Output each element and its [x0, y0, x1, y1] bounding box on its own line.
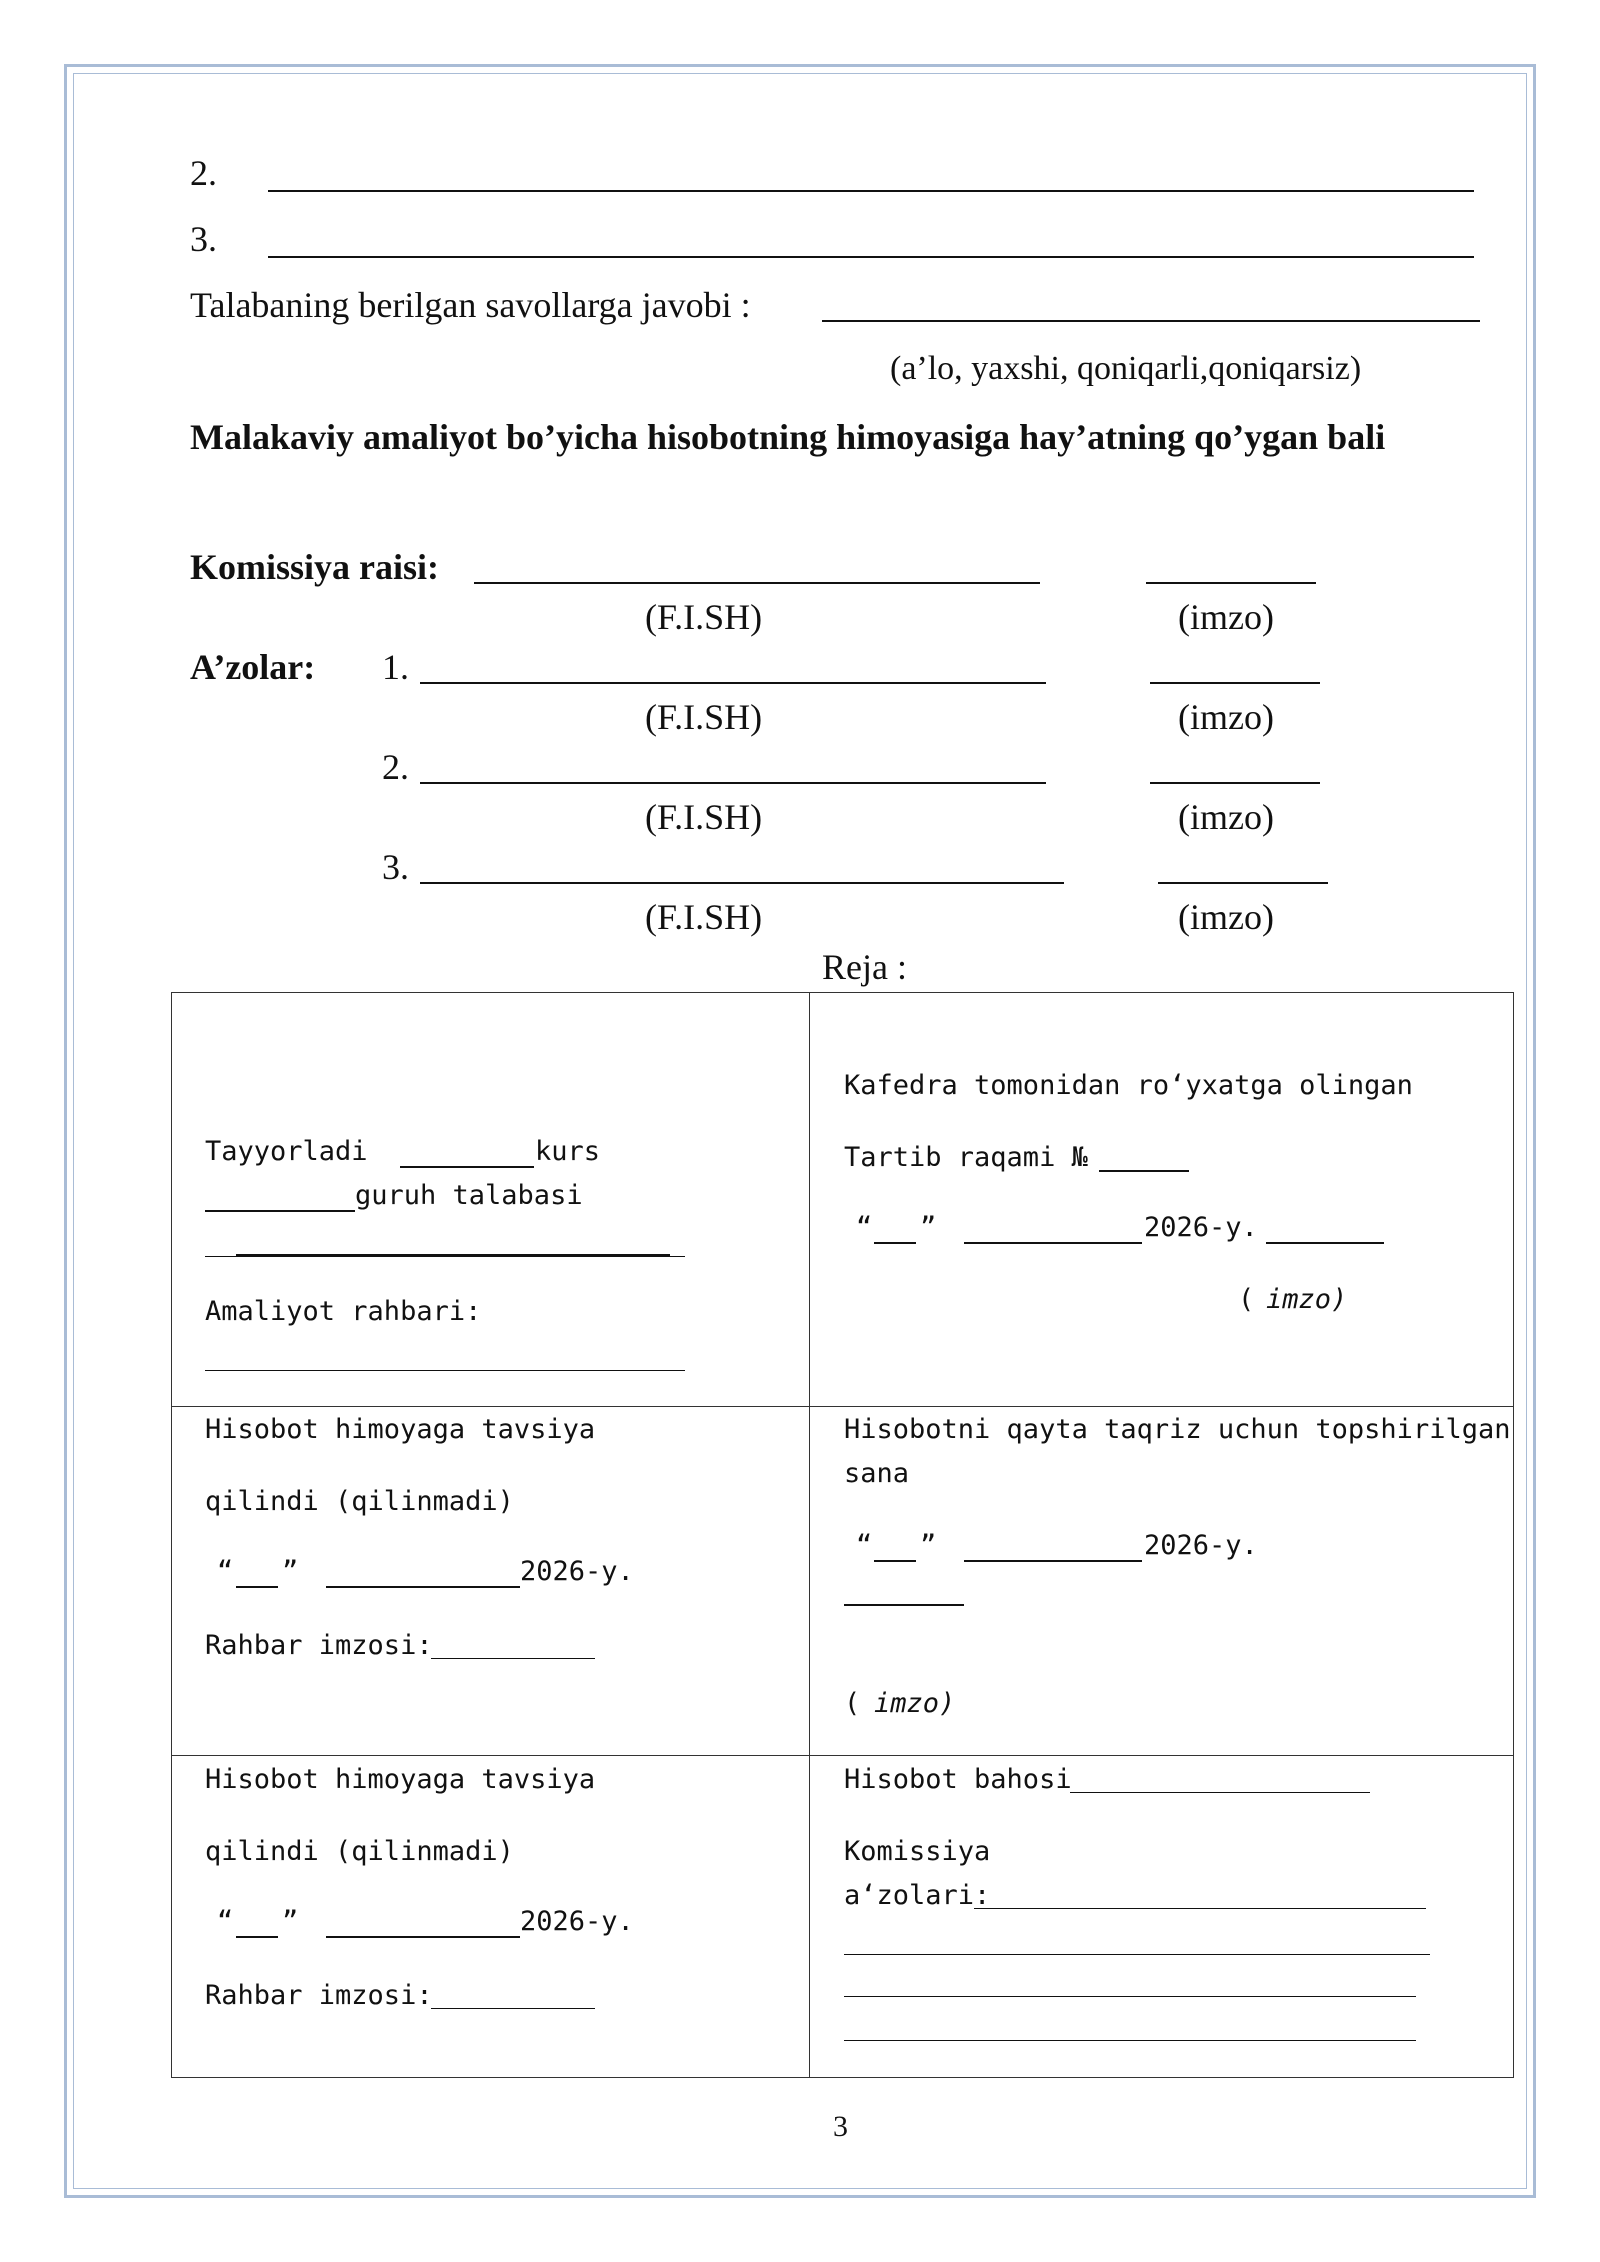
student-name-line[interactable]	[205, 1256, 685, 1257]
order-number-label: Tartib raqami №	[844, 1142, 1088, 1173]
chair-signature-line[interactable]	[1146, 582, 1316, 584]
r2-recommend-line1: Hisobot himoyaga tavsiya	[205, 1414, 596, 1445]
commission-label: Komissiya	[844, 1836, 991, 1867]
r2-day-line[interactable]	[236, 1586, 278, 1588]
members-label: A’zolar:	[190, 647, 316, 687]
member-3-fish-caption: (F.I.SH)	[645, 897, 763, 937]
r2-recommend-line2: qilindi (qilinmadi)	[205, 1486, 514, 1517]
r2c2-signature-line[interactable]	[844, 1604, 964, 1606]
member-1-fish-caption: (F.I.SH)	[645, 697, 763, 737]
member-1-name-line[interactable]	[420, 682, 1046, 684]
answer-options: (a’lo, yaxshi, qoniqarli,qoniqarsiz)	[890, 350, 1362, 387]
chair-label: Komissiya raisi:	[190, 547, 439, 587]
member-2-name-line[interactable]	[420, 782, 1046, 784]
course-line[interactable]	[400, 1166, 534, 1168]
answer-line[interactable]	[822, 320, 1480, 322]
course-label: kurs	[535, 1136, 601, 1167]
registered-label: Kafedra tomonidan ro‘yxatga olingan	[844, 1070, 1413, 1101]
prepared-label: Tayyorladi	[205, 1136, 368, 1167]
r2c2-day-line[interactable]	[874, 1560, 916, 1562]
table-row-divider-2	[171, 1755, 1514, 1756]
member-1-number: 1.	[382, 647, 409, 687]
commission-members-label: a‘zolari:	[844, 1880, 991, 1911]
r3-sign-label: Rahbar imzosi:	[205, 1980, 433, 2011]
r3-day-line[interactable]	[236, 1936, 278, 1938]
r2c2-line1: Hisobotni qayta taqriz uchun topshirilgan	[844, 1414, 1511, 1445]
question-number-3: 3.	[190, 219, 217, 259]
r2-year: 2026-y.	[520, 1556, 634, 1587]
r3-recommend-line2: qilindi (qilinmadi)	[205, 1836, 514, 1867]
r2c2-imzo-open: (	[844, 1688, 861, 1719]
answer-label: Talabaning berilgan savollarga javobi :	[190, 285, 751, 325]
member-2-number: 2.	[382, 747, 409, 787]
reg-imzo-open: (	[1238, 1284, 1255, 1315]
reg-day-line[interactable]	[874, 1242, 916, 1244]
question-number-2: 2.	[190, 153, 217, 193]
student-name-line-bold	[236, 1254, 670, 1256]
member-3-name-line[interactable]	[420, 882, 1064, 884]
grade-heading: Malakaviy amaliyot bo’yicha hisobotning himoyasiga hay’atning qo’ygan bali	[190, 417, 1386, 457]
r2-month-line[interactable]	[326, 1586, 520, 1588]
chair-fish-caption: (F.I.SH)	[645, 597, 763, 637]
member-2-signature-line[interactable]	[1150, 782, 1320, 784]
supervisor-label: Amaliyot rahbari:	[205, 1296, 482, 1327]
reg-month-line[interactable]	[964, 1242, 1142, 1244]
r2c2-line2: sana	[844, 1458, 910, 1489]
commission-member-line-1[interactable]	[974, 1908, 1426, 1909]
r3-recommend-line1: Hisobot himoyaga tavsiya	[205, 1764, 596, 1795]
group-line[interactable]	[205, 1210, 355, 1212]
plan-title: Reja :	[822, 947, 907, 987]
group-label: guruh talabasi	[355, 1180, 583, 1211]
r3-month-line[interactable]	[326, 1936, 520, 1938]
chair-name-line[interactable]	[474, 582, 1040, 584]
r2-sign-label: Rahbar imzosi:	[205, 1630, 433, 1661]
member-1-signature-line[interactable]	[1150, 682, 1320, 684]
r3-quote-open: “	[217, 1906, 234, 1937]
reg-imzo: imzo)	[1266, 1284, 1348, 1315]
r2c2-quote-close: ”	[920, 1530, 937, 1561]
reg-signature-line[interactable]	[1266, 1242, 1384, 1244]
r2-sign-line[interactable]	[431, 1658, 595, 1659]
r2c2-month-line[interactable]	[964, 1560, 1142, 1562]
r3-sign-line[interactable]	[431, 2008, 595, 2009]
member-3-imzo-caption: (imzo)	[1178, 897, 1274, 937]
reg-quote-close: ”	[920, 1212, 937, 1243]
r2c2-year: 2026-y.	[1144, 1530, 1258, 1561]
r2c2-imzo: imzo)	[874, 1688, 956, 1719]
plan-table	[171, 992, 1514, 2078]
member-1-imzo-caption: (imzo)	[1178, 697, 1274, 737]
grade-label: Hisobot bahosi	[844, 1764, 1072, 1795]
order-number-line[interactable]	[1099, 1170, 1189, 1172]
member-3-signature-line[interactable]	[1158, 882, 1328, 884]
member-2-fish-caption: (F.I.SH)	[645, 797, 763, 837]
reg-year: 2026-y.	[1144, 1212, 1258, 1243]
r3-quote-close: ”	[282, 1906, 299, 1937]
table-row-divider-1	[171, 1406, 1514, 1407]
r3-year: 2026-y.	[520, 1906, 634, 1937]
page-number: 3	[833, 2110, 848, 2143]
table-column-divider	[809, 992, 810, 2078]
grade-line[interactable]	[1070, 1792, 1370, 1793]
member-2-imzo-caption: (imzo)	[1178, 797, 1274, 837]
r2c2-quote-open: “	[856, 1530, 873, 1561]
commission-member-line-2[interactable]	[844, 1954, 1430, 1955]
r2-quote-open: “	[217, 1556, 234, 1587]
commission-member-line-3[interactable]	[844, 1996, 1416, 1997]
question-answer-line-3[interactable]	[268, 256, 1474, 258]
r2-quote-close: ”	[282, 1556, 299, 1587]
chair-imzo-caption: (imzo)	[1178, 597, 1274, 637]
supervisor-line[interactable]	[205, 1370, 685, 1371]
commission-member-line-4[interactable]	[844, 2040, 1416, 2041]
member-3-number: 3.	[382, 847, 409, 887]
reg-quote-open: “	[856, 1212, 873, 1243]
question-answer-line-2[interactable]	[268, 190, 1474, 192]
